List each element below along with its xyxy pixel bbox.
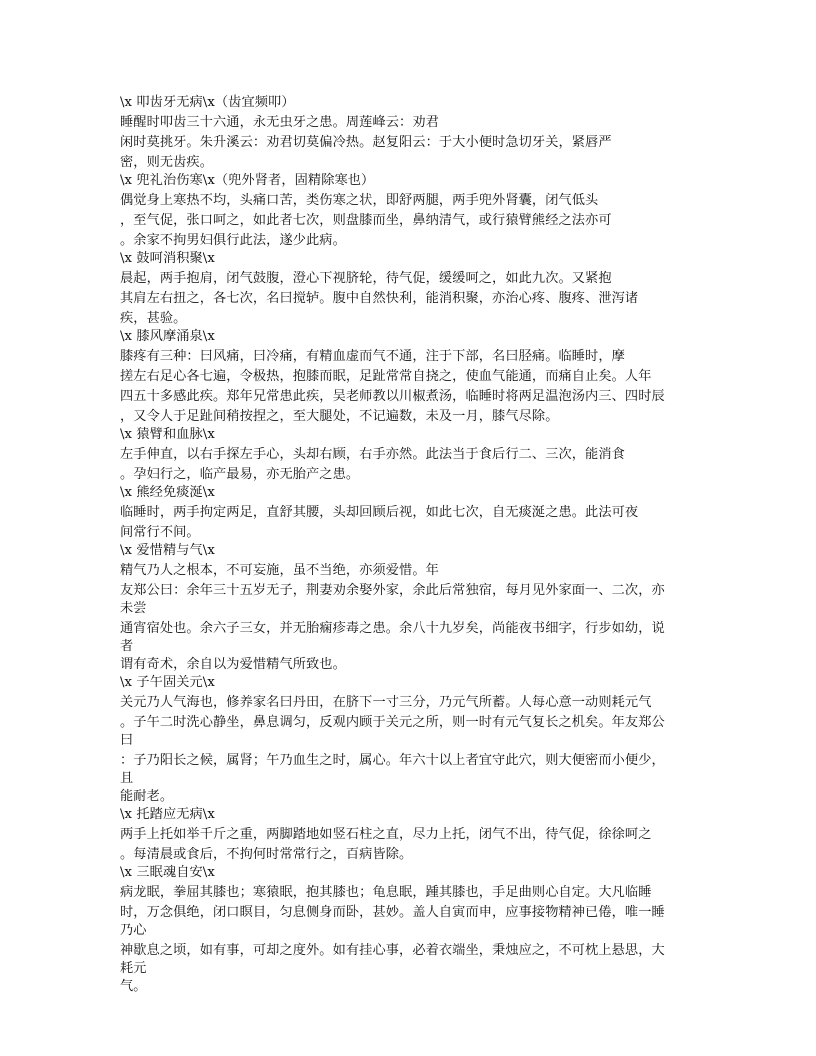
text-line: 闲时莫挑牙。朱升溪云：劝君切莫偏冷热。赵复阳云：于大小便时急切牙关，紧唇严 xyxy=(120,135,612,150)
text-line: 。孕妇行之，临产最易，亦无胎产之患。 xyxy=(120,467,360,482)
text-line: 精气乃人之根本，不可妄施，虽不当绝，亦须爱惜。年 xyxy=(120,563,439,578)
heading-cherish-essence: \x 爱惜精与气\x xyxy=(120,543,215,558)
text-line: 间常行不间。 xyxy=(120,525,200,540)
text-line: ，又令人于足趾间稍按捏之，至大腿处，不记遍数，未及一月，膝气尽除。 xyxy=(120,409,559,424)
text-line: 四五十多感此疾。郑年兄常患此疾，吴老师教以川椒煮汤，临睡时将两足温泡汤内三、四时辰 xyxy=(120,389,665,404)
text-line: 临睡时，两手拘定两足，直舒其腰，头却回顾后视，如此七次，自无痰涎之患。此法可夜 xyxy=(120,505,639,520)
text-line: 谓有奇术，余自以为爱惜精气所致也。 xyxy=(120,657,346,672)
text-line: 能耐老。 xyxy=(120,789,174,804)
text-line: ：子乃阳长之候，属肾；午乃血生之时，属心。年六十以上者宜守此穴，则大便密而小便少， xyxy=(120,753,665,768)
heading-lift-stamp: \x 托踏应无病\x xyxy=(120,807,215,822)
text-line: 疾，甚验。 xyxy=(120,311,187,326)
text-line: 左手伸直，以右手探左手心，头却右顾，右手亦然。此法当于食后行二、三次，能消食 xyxy=(120,447,625,462)
text-line: 两手上托如举千斤之重，两脚踏地如竖石柱之直，尽力上托，闭气不出，待气促，徐徐呵之 xyxy=(120,827,652,842)
text-line: 耗元 xyxy=(120,961,147,976)
text-line: 时，万念俱绝，闭口瞑目，匀息侧身而卧，甚妙。盖人自寅而申，应事接物精神已倦，唯一睡 xyxy=(120,905,665,920)
text-line: 者 xyxy=(120,639,134,654)
text-line: 气。 xyxy=(120,979,147,994)
heading-three-sleeps: \x 三眠魂自安\x xyxy=(120,865,215,880)
text-line: 神歇息之顷，如有事，可却之度外。如有挂心事，必着衣端坐，秉烛应之，不可枕上悬思，大 xyxy=(120,943,665,958)
text-line: 睡醒时叩齿三十六通，永无虫牙之患。周莲峰云：劝君 xyxy=(120,115,439,130)
heading-bear-stretch: \x 熊经免痰涎\x xyxy=(120,485,215,500)
text-line: 其肩左右扭之，各七次，名曰搅轳。腹中自然快利，能消积聚，亦治心疼、腹疼、泄泻诸 xyxy=(120,291,639,306)
text-line: 曰 xyxy=(120,733,134,748)
heading-tooth-tapping: \x 叩齿牙无病\x（齿宜频叩） xyxy=(120,95,295,110)
text-line: 且 xyxy=(120,771,134,786)
text-line: 关元乃人气海也，修养家名曰丹田，在脐下一寸三分，乃元气所蓄。人每心意一动则耗元气 xyxy=(120,695,652,710)
heading-guard-guanyuan: \x 子午固关元\x xyxy=(120,675,215,690)
text-line: 。子午二时洗心静坐，鼻息调匀，反观内顾于关元之所，则一时有元气复长之机矣。年友郑公 xyxy=(120,715,665,730)
text-line: 未尝 xyxy=(120,601,147,616)
text-line: 通宵宿处也。余六子三女，并无胎痫疹毒之患。余八十九岁矣，尚能夜书细字，行步如幼，说 xyxy=(120,621,665,636)
text-line: 膝疼有三种：曰风痛，曰冷痛，有精血虚而气不通，注于下部，名曰胫痛。临睡时，摩 xyxy=(120,349,625,364)
heading-ape-arm: \x 猿臂和血脉\x xyxy=(120,427,215,442)
text-line: 晨起，两手抱肩，闭气鼓腹，澄心下视脐轮，待气促，缓缓呵之，如此九次。又紧抱 xyxy=(120,271,612,286)
text-line: 。余家不拘男妇俱行此法，遂少此病。 xyxy=(120,233,346,248)
heading-cold-treatment: \x 兜礼治伤寒\x（兜外肾者，固精除寒也） xyxy=(120,173,375,188)
text-line: 密，则无齿疾。 xyxy=(120,155,214,170)
text-line: 病龙眠，拳屈其膝也；寒猿眠，抱其膝也；龟息眠，踵其膝也，手足曲则心自定。大凡临睡 xyxy=(120,885,652,900)
heading-drum-exhale: \x 鼓呵消积聚\x xyxy=(120,251,215,266)
text-line: 偶觉身上寒热不均，头痛口苦，类伤寒之状，即舒两腿，两手兜外肾囊，闭气低头 xyxy=(120,193,599,208)
text-line: 搓左右足心各七遍，令极热，抱膝而眠，足趾常常自挠之，使血气能通，而痛自止矣。人年 xyxy=(120,369,652,384)
text-line: 。每清晨或食后，不拘何时常常行之，百病皆除。 xyxy=(120,847,413,862)
text-line: 乃心 xyxy=(120,923,147,938)
text-line: 友郑公曰：余年三十五岁无子，荆妻劝余娶外家，余此后常独宿，每月见外家面一、二次，亦 xyxy=(120,583,665,598)
text-line: ，至气促，张口呵之，如此者七次，则盘膝而坐，鼻纳清气，或行猿臂熊经之法亦可 xyxy=(120,213,612,228)
heading-knee-rubbing: \x 膝风摩涌泉\x xyxy=(120,329,215,344)
